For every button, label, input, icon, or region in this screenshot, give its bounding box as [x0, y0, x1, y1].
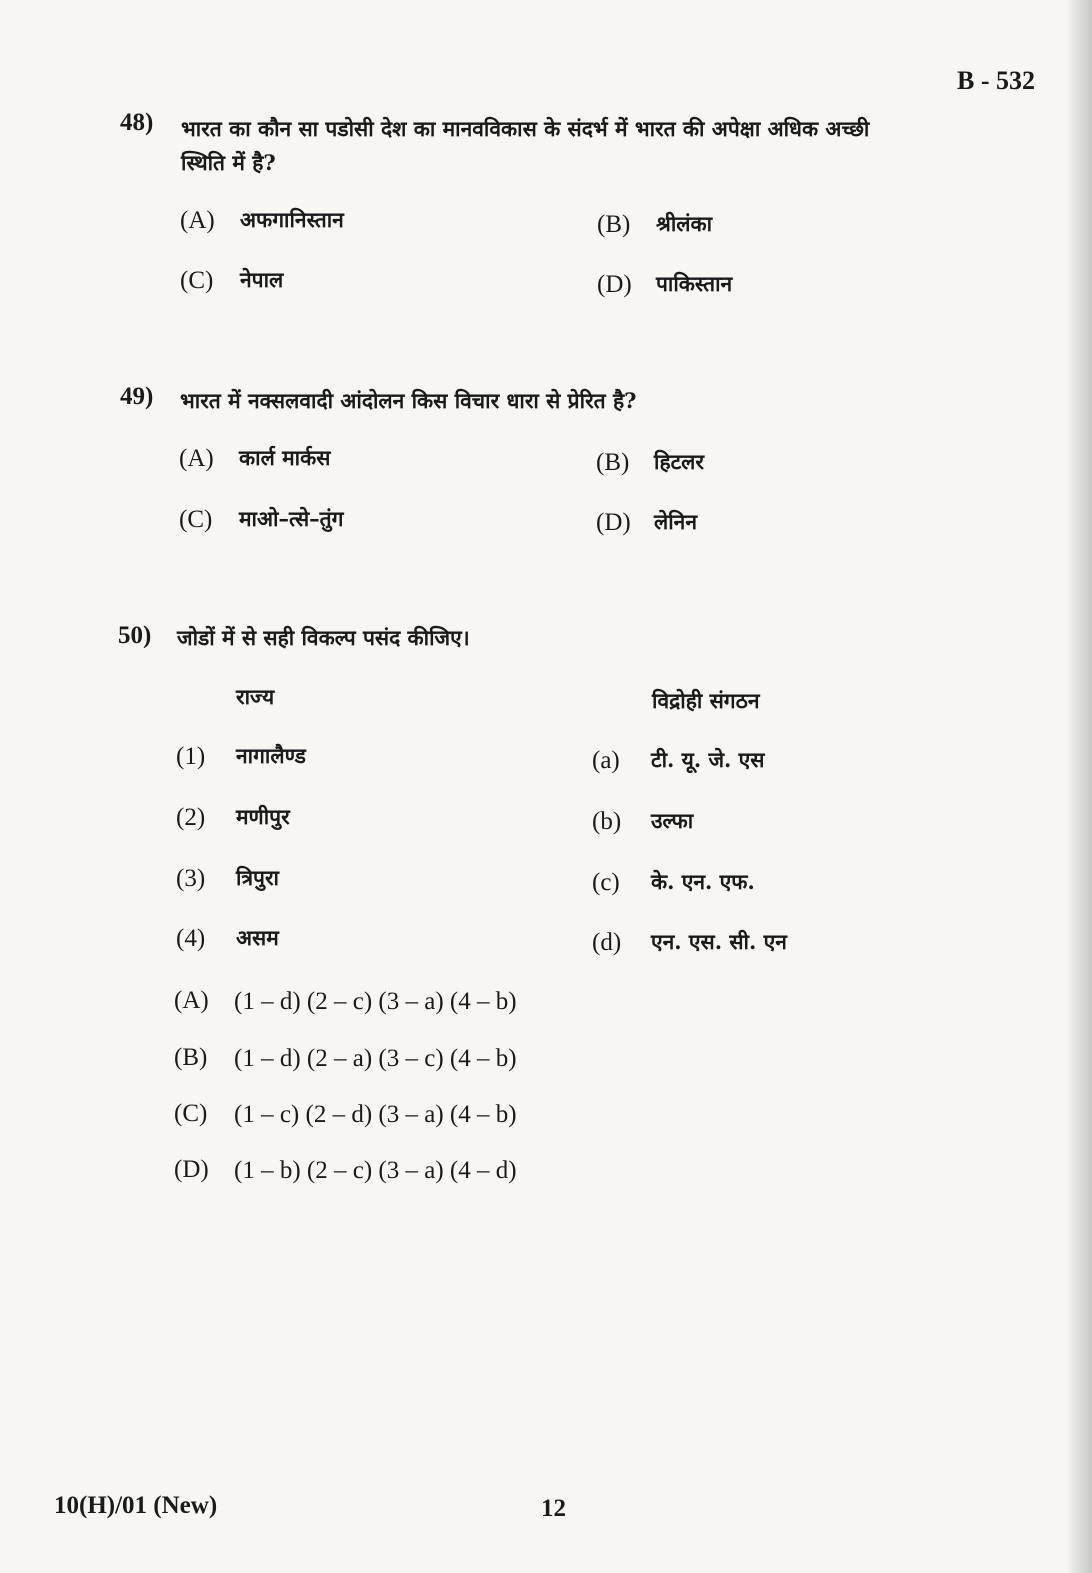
- option-a-text: कार्ल मार्कस: [239, 445, 331, 470]
- answer-option-c-label: (C): [174, 1100, 208, 1127]
- option-a-label: (A): [179, 445, 214, 472]
- state-3-label: (3): [176, 865, 206, 892]
- question-text-line-2: स्थिति में है?: [181, 150, 276, 175]
- question-text-line-1: भारत का कौन सा पडोसी देश का मानवविकास के संदर्भ में भारत की अपेक्षा अधिक अच्छी: [181, 116, 870, 141]
- state-3-text: त्रिपुरा: [236, 865, 279, 890]
- state-2-label: (2): [176, 804, 206, 831]
- answer-option-b-text: (1 – d) (2 – a) (3 – c) (4 – b): [234, 1045, 517, 1072]
- group-d-label: (d): [592, 929, 622, 956]
- footer-paper-code: 10(H)/01 (New): [54, 1492, 218, 1519]
- answer-option-d-text: (1 – b) (2 – c) (3 – a) (4 – d): [234, 1157, 517, 1184]
- group-a-text: टी. यू. जे. एस: [651, 747, 765, 772]
- group-a-label: (a): [592, 747, 620, 774]
- answer-option-a-label: (A): [174, 987, 209, 1014]
- answer-option-c-text: (1 – c) (2 – d) (3 – a) (4 – b): [234, 1101, 517, 1128]
- option-d-text: लेनिन: [654, 509, 697, 534]
- option-b-label: (B): [597, 211, 631, 238]
- state-4-text: असम: [236, 925, 279, 950]
- scan-shadow-edge: [1066, 0, 1092, 1573]
- question-text: जोडों में से सही विकल्प पसंद कीजिए।: [177, 625, 470, 650]
- option-a-text: अफगानिस्तान: [240, 207, 344, 232]
- paper-series-code: B - 532: [957, 66, 1035, 95]
- answer-option-a-text: (1 – d) (2 – c) (3 – a) (4 – b): [234, 988, 517, 1015]
- column-heading-rebel-groups: विद्रोही संगठन: [652, 688, 760, 713]
- page-number: 12: [541, 1495, 566, 1522]
- question-number: 49): [120, 383, 154, 410]
- state-1-text: नागालैण्ड: [236, 743, 306, 768]
- option-d-label: (D): [597, 271, 632, 298]
- group-b-text: उल्फा: [651, 808, 694, 833]
- option-b-text: श्रीलंका: [656, 211, 713, 236]
- option-c-text: माओ–त्से–तुंग: [239, 506, 344, 531]
- answer-option-b-label: (B): [174, 1044, 208, 1071]
- option-c-text: नेपाल: [240, 267, 284, 292]
- group-d-text: एन. एस. सी. एन: [651, 929, 787, 954]
- answer-option-d-label: (D): [174, 1156, 209, 1183]
- question-number: 50): [118, 622, 152, 649]
- state-4-label: (4): [176, 925, 206, 952]
- option-b-label: (B): [596, 449, 630, 476]
- group-c-text: के. एन. एफ.: [651, 869, 755, 894]
- group-b-label: (b): [592, 808, 622, 835]
- state-1-label: (1): [176, 743, 206, 770]
- option-d-text: पाकिस्तान: [656, 271, 733, 296]
- option-a-label: (A): [180, 207, 215, 234]
- question-number: 48): [120, 109, 154, 136]
- column-heading-states: राज्य: [236, 684, 275, 709]
- option-d-label: (D): [596, 509, 631, 536]
- state-2-text: मणीपुर: [236, 804, 290, 829]
- question-text: भारत में नक्सलवादी आंदोलन किस विचार धारा से प्रेरित है?: [180, 388, 637, 413]
- option-c-label: (C): [180, 267, 214, 294]
- option-c-label: (C): [179, 506, 213, 533]
- option-b-text: हिटलर: [654, 449, 705, 474]
- group-c-label: (c): [592, 869, 620, 896]
